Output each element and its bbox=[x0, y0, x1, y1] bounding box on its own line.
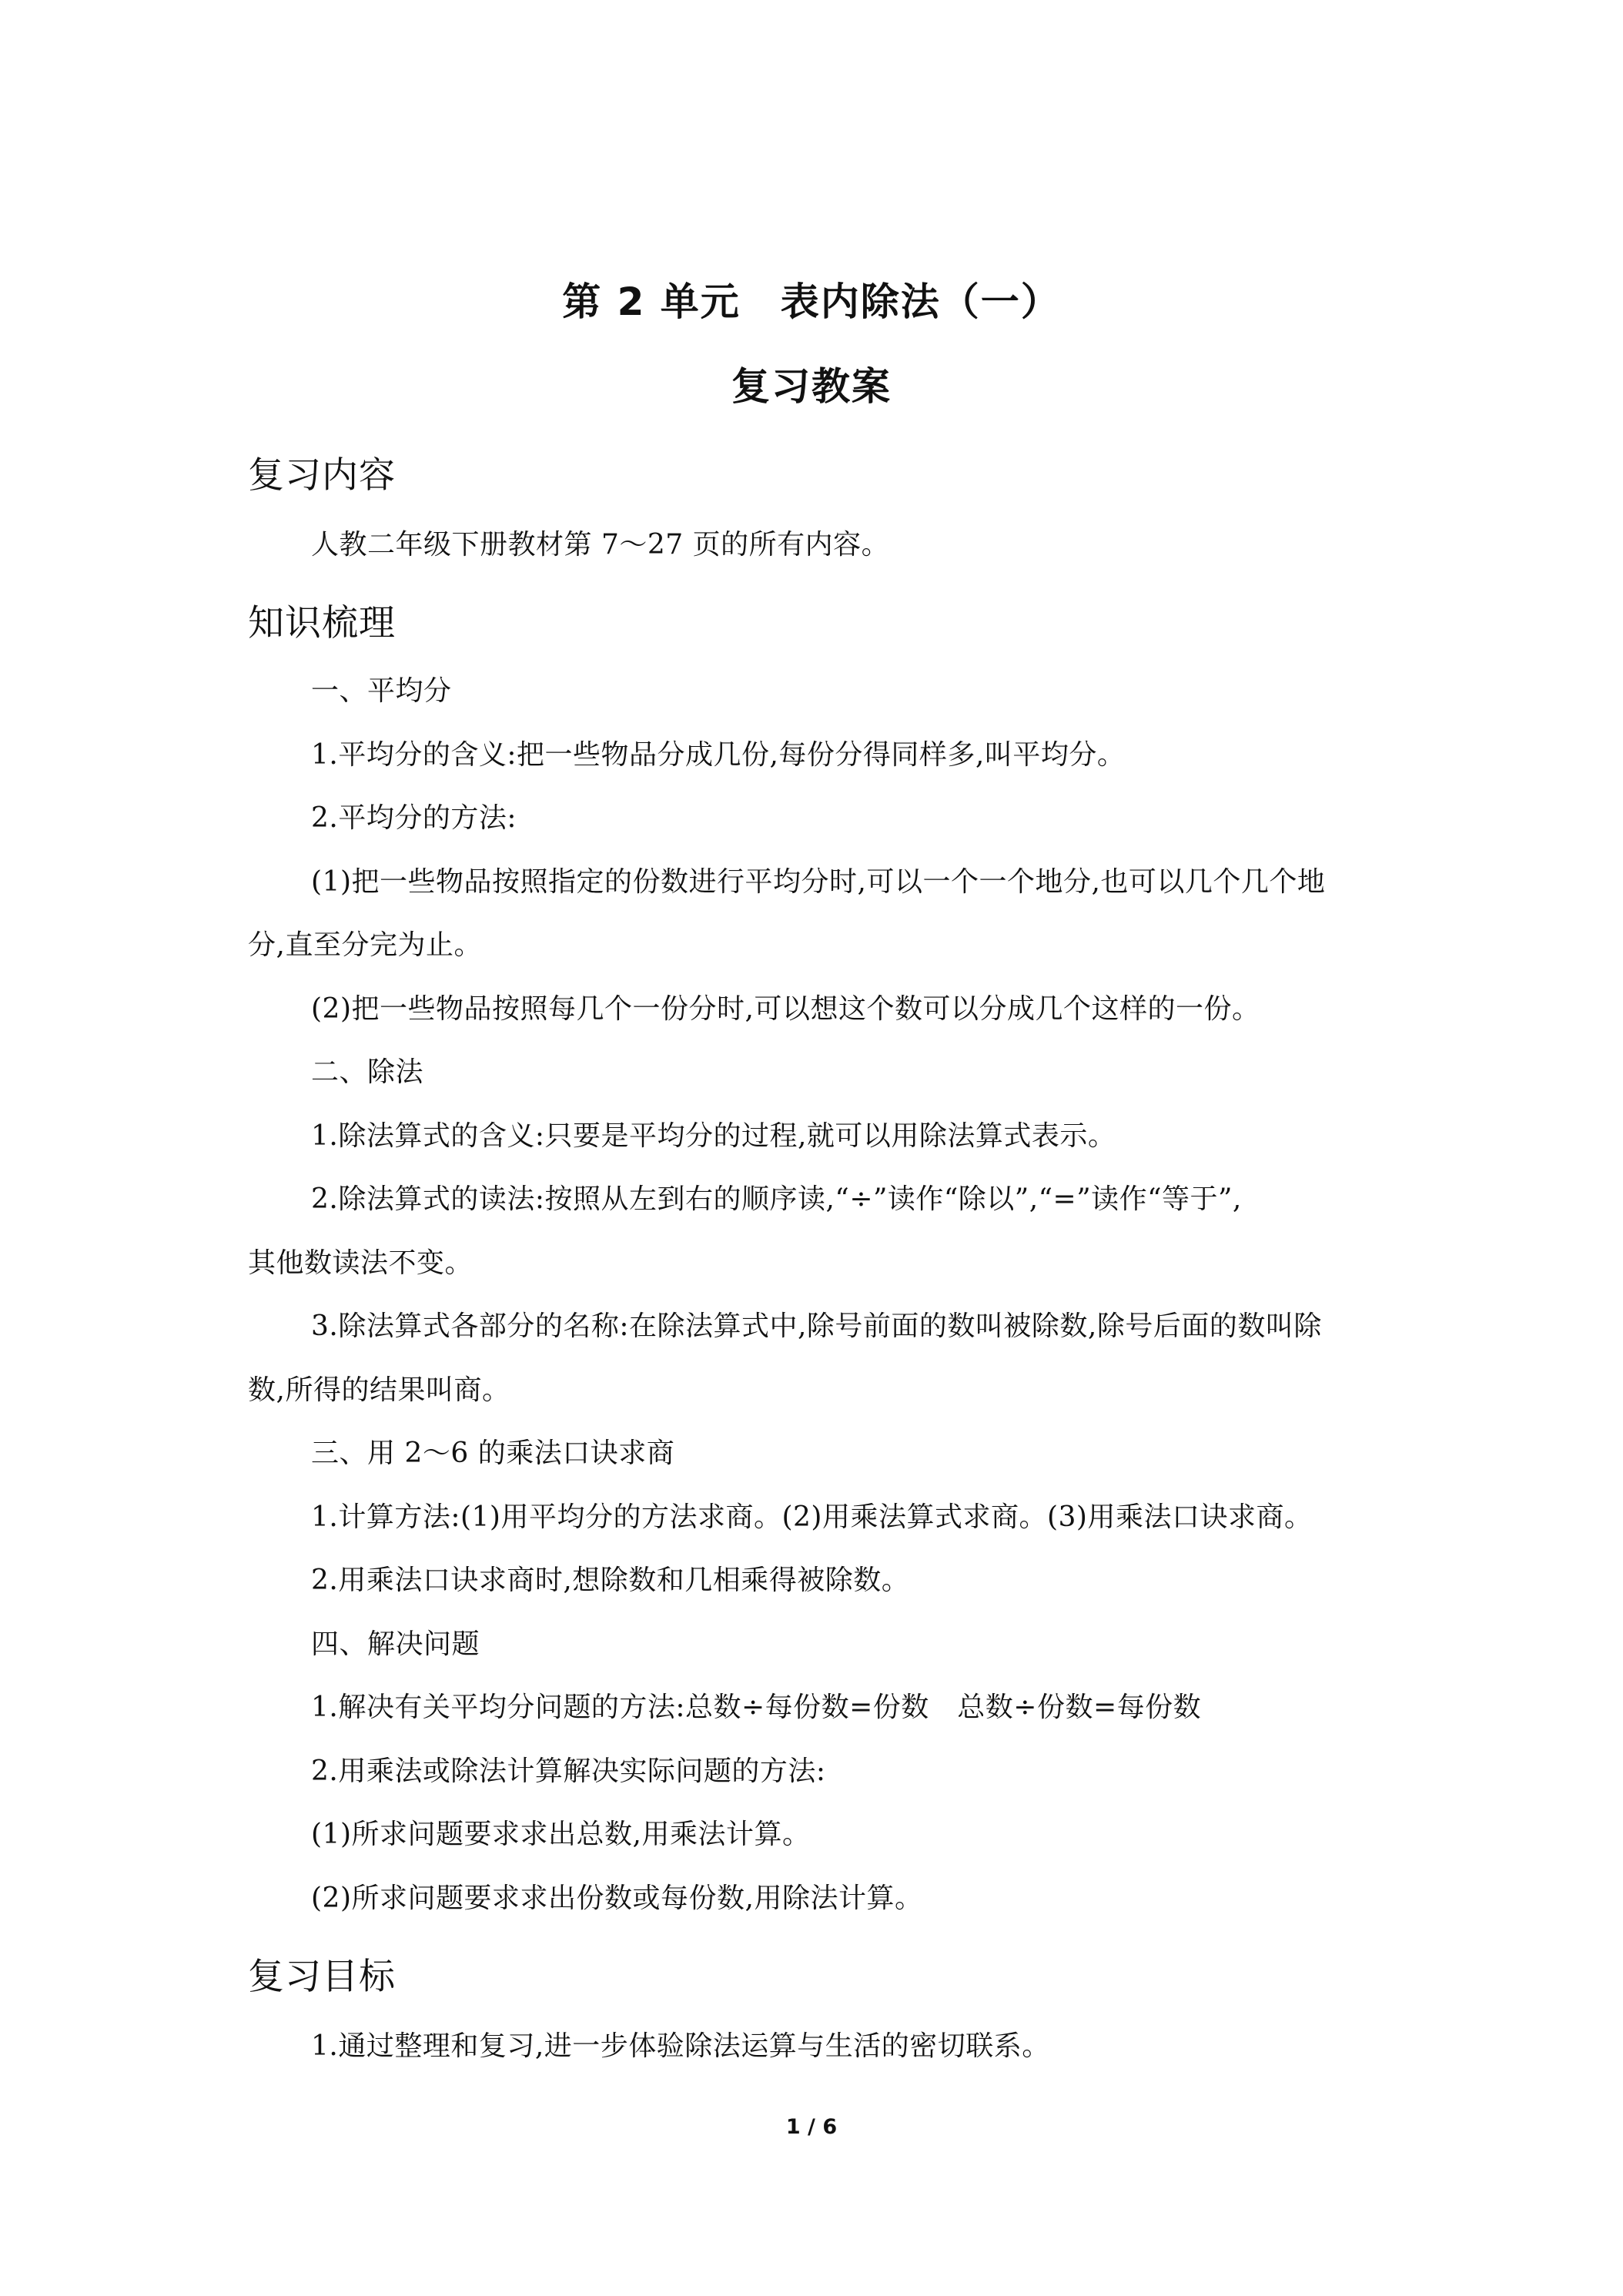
heading-knowledge: 知识梳理 bbox=[248, 602, 396, 644]
document-subtitle: 复习教案 bbox=[731, 364, 892, 409]
heading-review-goals: 复习目标 bbox=[248, 1956, 396, 1998]
paragraph: (2)所求问题要求求出份数或每份数,用除法计算。 bbox=[311, 1883, 923, 1914]
paragraph: (1)把一些物品按照指定的份数进行平均分时,可以一个一个地分,也可以几个几个地 bbox=[311, 866, 1326, 898]
paragraph-continuation: 分,直至分完为止。 bbox=[248, 929, 482, 961]
paragraph-continuation: 其他数读法不变。 bbox=[248, 1247, 474, 1279]
subsection-title: 二、除法 bbox=[311, 1056, 424, 1088]
paragraph: 2.平均分的方法: bbox=[311, 802, 517, 834]
subsection-title: 三、用 2～6 的乘法口诀求商 bbox=[311, 1438, 675, 1469]
paragraph: 1.通过整理和复习,进一步体验除法运算与生活的密切联系。 bbox=[311, 2030, 1050, 2062]
subsection-title: 一、平均分 bbox=[311, 675, 452, 707]
paragraph: (2)把一些物品按照每几个一份分时,可以想这个数可以分成几个这样的一份。 bbox=[311, 993, 1260, 1025]
paragraph: 人教二年级下册教材第 7～27 页的所有内容。 bbox=[311, 529, 890, 561]
paragraph: 1.平均分的含义:把一些物品分成几份,每份分得同样多,叫平均分。 bbox=[311, 739, 1126, 771]
page-number: 1 / 6 bbox=[785, 2115, 838, 2139]
paragraph: 2.用乘法口诀求商时,想除数和几相乘得被除数。 bbox=[311, 1565, 910, 1596]
subsection-title: 四、解决问题 bbox=[311, 1628, 480, 1660]
document-title: 第 2 单元 表内除法（一） bbox=[562, 279, 1061, 324]
paragraph: 2.除法算式的读法:按照从左到右的顺序读,“÷”读作“除以”,“=”读作“等于”, bbox=[311, 1183, 1242, 1215]
heading-review-content: 复习内容 bbox=[248, 454, 396, 497]
paragraph: 2.用乘法或除法计算解决实际问题的方法: bbox=[311, 1755, 826, 1787]
paragraph: 1.计算方法:(1)用平均分的方法求商。(2)用乘法算式求商。(3)用乘法口诀求商。 bbox=[311, 1501, 1313, 1533]
paragraph: 3.除法算式各部分的名称:在除法算式中,除号前面的数叫被除数,除号后面的数叫除 bbox=[311, 1310, 1322, 1342]
paragraph: 1.除法算式的含义:只要是平均分的过程,就可以用除法算式表示。 bbox=[311, 1120, 1116, 1152]
paragraph-continuation: 数,所得的结果叫商。 bbox=[248, 1374, 510, 1406]
paragraph: (1)所求问题要求求出总数,用乘法计算。 bbox=[311, 1819, 811, 1850]
paragraph: 1.解决有关平均分问题的方法:总数÷每份数=份数 总数÷份数=每份数 bbox=[311, 1692, 1202, 1723]
